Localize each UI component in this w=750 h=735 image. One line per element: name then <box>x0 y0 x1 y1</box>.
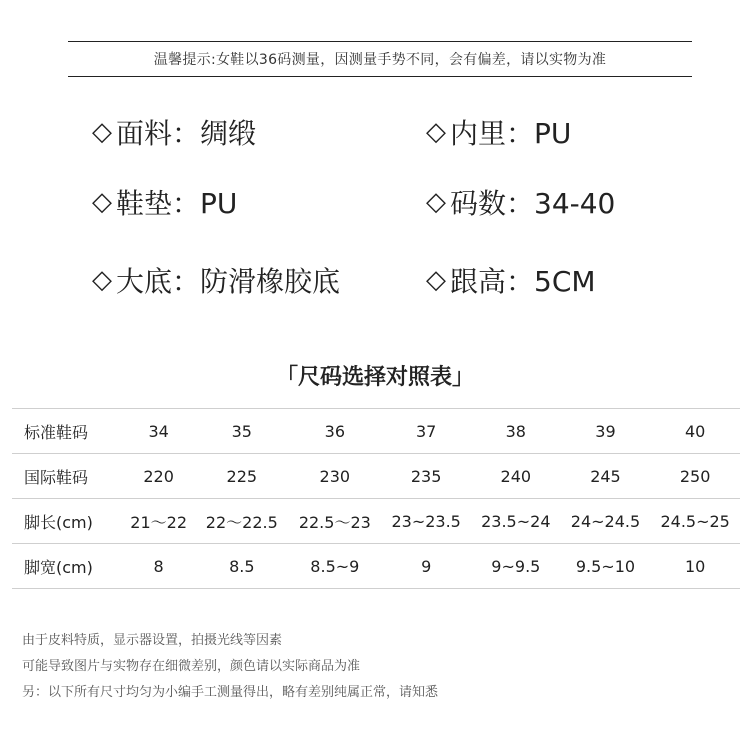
table-cell: 9 <box>381 544 471 589</box>
diamond-icon: ◇ <box>92 117 112 147</box>
table-cell: 39 <box>561 409 651 454</box>
diamond-icon: ◇ <box>426 187 446 217</box>
note-line: 另：以下所有尺寸均匀为小编手工测量得出，略有差别纯属正常，请知悉 <box>22 685 439 700</box>
spec-item <box>426 182 615 222</box>
table-cell: 250 <box>650 454 740 499</box>
table-cell: 235 <box>381 454 471 499</box>
table-cell: 9~9.5 <box>471 544 561 589</box>
notice-banner <box>68 41 692 77</box>
diamond-icon: ◇ <box>92 187 112 217</box>
table-cell: 40 <box>650 409 740 454</box>
table-cell: 34 <box>122 409 195 454</box>
diamond-icon: ◇ <box>92 265 112 295</box>
table-row <box>12 409 740 454</box>
table-cell: 23~23.5 <box>381 499 471 544</box>
table-row <box>12 499 740 544</box>
table-cell: 240 <box>471 454 561 499</box>
spec-item <box>426 260 596 300</box>
table-cell: 8.5~9 <box>288 544 381 589</box>
diamond-icon: ◇ <box>426 265 446 295</box>
note-line: 可能导致图片与实物存在细微差别，颜色请以实际商品为准 <box>22 659 361 674</box>
row-label: 脚宽(cm) <box>12 544 122 589</box>
table-row <box>12 454 740 499</box>
spec-label: 内里：PU <box>450 117 572 150</box>
table-row <box>12 544 740 589</box>
note-line: 由于皮料特质，显示器设置，拍摄光线等因素 <box>22 633 283 648</box>
table-cell: 9.5~10 <box>561 544 651 589</box>
table-cell: 8.5 <box>195 544 288 589</box>
size-chart-table <box>12 408 740 589</box>
table-cell: 10 <box>650 544 740 589</box>
notice-text: 温馨提示:女鞋以36码测量，因测量手势不同，会有偏差，请以实物为准 <box>153 52 607 68</box>
row-label: 标准鞋码 <box>12 409 122 454</box>
disclaimer-notes <box>22 628 438 706</box>
spec-item <box>92 260 340 300</box>
spec-label: 大底：防滑橡胶底 <box>116 265 341 298</box>
row-label: 脚长(cm) <box>12 499 122 544</box>
table-cell: 24~24.5 <box>561 499 651 544</box>
spec-label: 面料：绸缎 <box>116 117 257 150</box>
table-cell: 22～22.5 <box>195 499 288 544</box>
spec-item <box>92 112 256 152</box>
table-cell: 23.5~24 <box>471 499 561 544</box>
spec-item <box>92 182 237 222</box>
spec-label: 跟高：5CM <box>450 265 596 298</box>
table-cell: 230 <box>288 454 381 499</box>
table-cell: 21～22 <box>122 499 195 544</box>
row-label: 国际鞋码 <box>12 454 122 499</box>
table-cell: 220 <box>122 454 195 499</box>
table-cell: 35 <box>195 409 288 454</box>
table-title: 「尺码选择对照表」 <box>275 365 474 390</box>
table-cell: 22.5～23 <box>288 499 381 544</box>
table-cell: 24.5~25 <box>650 499 740 544</box>
table-cell: 36 <box>288 409 381 454</box>
table-cell: 225 <box>195 454 288 499</box>
table-cell: 8 <box>122 544 195 589</box>
table-cell: 245 <box>561 454 651 499</box>
table-cell: 37 <box>381 409 471 454</box>
spec-label: 鞋垫：PU <box>116 187 238 220</box>
table-cell: 38 <box>471 409 561 454</box>
spec-label: 码数：34-40 <box>450 187 616 220</box>
diamond-icon: ◇ <box>426 117 446 147</box>
spec-item <box>426 112 571 152</box>
